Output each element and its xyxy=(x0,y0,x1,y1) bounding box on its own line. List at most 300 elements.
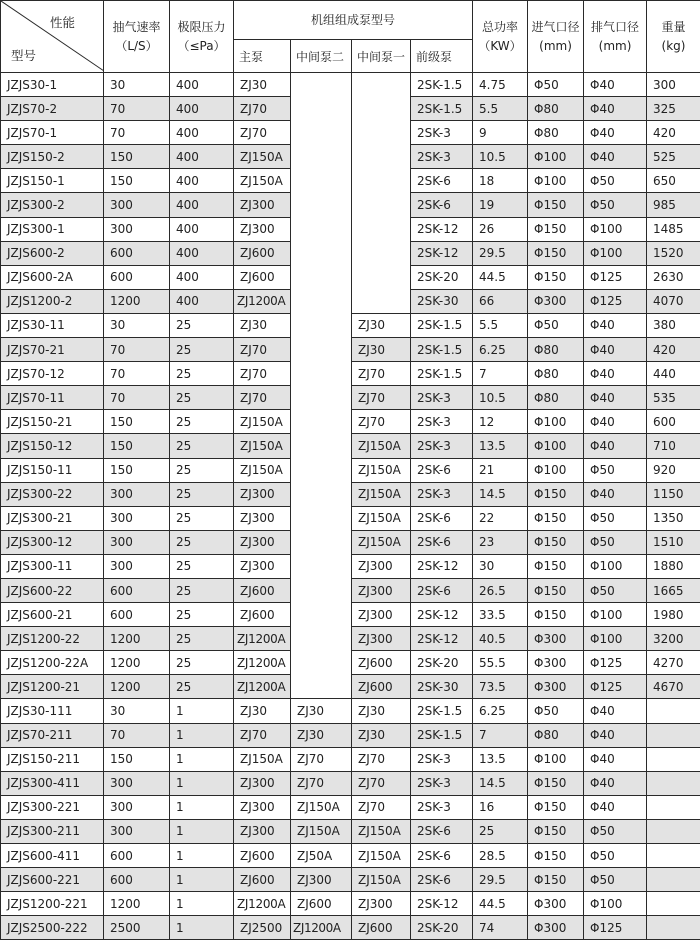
model-cell: JZJS70-12 xyxy=(1,362,104,386)
pressure-cell: 1 xyxy=(170,916,234,940)
model-cell: JZJS300-22 xyxy=(1,482,104,506)
model-cell: JZJS300-12 xyxy=(1,530,104,554)
backing-pump-cell: 2SK-12 xyxy=(411,627,473,651)
inlet-cell: Φ150 xyxy=(528,795,584,819)
inlet-cell: Φ150 xyxy=(528,578,584,602)
weight-header: 重量 (kg) xyxy=(647,1,700,73)
model-cell: JZJS70-21 xyxy=(1,338,104,362)
model-cell: JZJS600-22 xyxy=(1,578,104,602)
power-cell: 44.5 xyxy=(473,892,528,916)
table-row xyxy=(1,73,700,97)
backing-pump-cell: 2SK-6 xyxy=(411,169,473,193)
weight-cell: 2630 xyxy=(647,265,700,289)
model-cell: JZJS150-11 xyxy=(1,458,104,482)
model-cell: JZJS600-2 xyxy=(1,241,104,265)
main-pump-cell: ZJ600 xyxy=(234,868,291,892)
intermediate-pump-2-cell: ZJ600 xyxy=(291,892,352,916)
inlet-cell: Φ80 xyxy=(528,97,584,121)
outlet-cell: Φ50 xyxy=(584,506,647,530)
weight-cell xyxy=(647,723,700,747)
pressure-cell: 400 xyxy=(170,169,234,193)
weight-cell xyxy=(647,747,700,771)
weight-cell xyxy=(647,844,700,868)
pressure-cell: 1 xyxy=(170,795,234,819)
power-cell: 10.5 xyxy=(473,386,528,410)
backing-pump-cell: 2SK-20 xyxy=(411,916,473,940)
inlet-cell: Φ150 xyxy=(528,241,584,265)
weight-cell: 420 xyxy=(647,121,700,145)
backing-pump-cell: 2SK-3 xyxy=(411,747,473,771)
power-cell: 25 xyxy=(473,819,528,843)
backing-pump-cell: 2SK-12 xyxy=(411,241,473,265)
main-pump-cell: ZJ70 xyxy=(234,723,291,747)
pressure-cell: 400 xyxy=(170,121,234,145)
speed-cell: 150 xyxy=(104,145,170,169)
backing-pump-cell: 2SK-1.5 xyxy=(411,338,473,362)
weight-cell: 420 xyxy=(647,338,700,362)
model-cell: JZJS1200-21 xyxy=(1,675,104,699)
speed-cell: 70 xyxy=(104,362,170,386)
main-pump-cell: ZJ300 xyxy=(234,506,291,530)
inlet-cell: Φ100 xyxy=(528,458,584,482)
corner-header-cell xyxy=(1,1,104,73)
outlet-cell: Φ40 xyxy=(584,795,647,819)
speed-cell: 300 xyxy=(104,771,170,795)
inlet-cell: Φ100 xyxy=(528,434,584,458)
pressure-cell: 400 xyxy=(170,241,234,265)
backing-pump-cell: 2SK-12 xyxy=(411,217,473,241)
outlet-cell: Φ50 xyxy=(584,819,647,843)
outlet-cell: Φ40 xyxy=(584,121,647,145)
intermediate-pump-1-cell: ZJ600 xyxy=(352,916,411,940)
speed-cell: 150 xyxy=(104,747,170,771)
main-pump-cell: ZJ1200A xyxy=(234,289,291,313)
weight-cell: 535 xyxy=(647,386,700,410)
intermediate-pump-1-cell: ZJ150A xyxy=(352,530,411,554)
model-cell: JZJS600-221 xyxy=(1,868,104,892)
model-cell: JZJS300-2 xyxy=(1,193,104,217)
power-cell: 16 xyxy=(473,795,528,819)
speed-cell: 70 xyxy=(104,121,170,145)
outlet-cell: Φ40 xyxy=(584,362,647,386)
weight-cell: 325 xyxy=(647,97,700,121)
model-cell: JZJS1200-22A xyxy=(1,651,104,675)
power-header: 总功率 （KW） xyxy=(473,1,528,73)
intermediate-pump-1-cell: ZJ150A xyxy=(352,458,411,482)
speed-cell: 300 xyxy=(104,482,170,506)
speed-cell: 70 xyxy=(104,97,170,121)
power-cell: 55.5 xyxy=(473,651,528,675)
table-row xyxy=(1,723,700,747)
power-cell: 23 xyxy=(473,530,528,554)
inlet-cell: Φ150 xyxy=(528,819,584,843)
power-cell: 26 xyxy=(473,217,528,241)
intermediate-pump-1-cell: ZJ600 xyxy=(352,651,411,675)
power-cell: 29.5 xyxy=(473,241,528,265)
main-pump-cell: ZJ70 xyxy=(234,362,291,386)
outlet-cell: Φ40 xyxy=(584,771,647,795)
weight-cell: 600 xyxy=(647,410,700,434)
inlet-cell: Φ150 xyxy=(528,771,584,795)
main-pump-cell: ZJ70 xyxy=(234,97,291,121)
model-cell: JZJS150-211 xyxy=(1,747,104,771)
intermediate-pump-2-cell: ZJ50A xyxy=(291,844,352,868)
main-pump-header: 主泵 xyxy=(234,40,291,73)
outlet-cell: Φ50 xyxy=(584,530,647,554)
main-pump-cell: ZJ150A xyxy=(234,169,291,193)
inlet-cell: Φ80 xyxy=(528,723,584,747)
outlet-cell: Φ40 xyxy=(584,482,647,506)
intermediate-pump-1-cell: ZJ70 xyxy=(352,771,411,795)
outlet-cell: Φ100 xyxy=(584,627,647,651)
outlet-cell: Φ40 xyxy=(584,313,647,337)
weight-cell: 525 xyxy=(647,145,700,169)
model-cell: JZJS600-21 xyxy=(1,603,104,627)
power-cell: 30 xyxy=(473,554,528,578)
main-pump-cell: ZJ30 xyxy=(234,73,291,97)
main-pump-cell: ZJ1200A xyxy=(234,651,291,675)
weight-cell: 1150 xyxy=(647,482,700,506)
pressure-cell: 400 xyxy=(170,97,234,121)
intermediate-pump-1-cell: ZJ150A xyxy=(352,506,411,530)
intermediate-pump-1-cell: ZJ150A xyxy=(352,819,411,843)
outlet-cell: Φ40 xyxy=(584,747,647,771)
pressure-cell: 25 xyxy=(170,603,234,627)
model-cell: JZJS150-12 xyxy=(1,434,104,458)
table-row xyxy=(1,771,700,795)
outlet-cell: Φ40 xyxy=(584,410,647,434)
model-cell: JZJS300-21 xyxy=(1,506,104,530)
intermediate-pump-1-cell: ZJ150A xyxy=(352,482,411,506)
power-cell: 19 xyxy=(473,193,528,217)
header-row xyxy=(1,1,700,40)
speed-cell: 1200 xyxy=(104,289,170,313)
power-cell: 73.5 xyxy=(473,675,528,699)
main-pump-cell: ZJ300 xyxy=(234,819,291,843)
outlet-cell: Φ40 xyxy=(584,699,647,723)
intermediate-pump-2-cell: ZJ150A xyxy=(291,795,352,819)
intermediate-pump-1-cell: ZJ30 xyxy=(352,313,411,337)
intermediate-pump-2-cell: ZJ300 xyxy=(291,868,352,892)
weight-cell xyxy=(647,795,700,819)
intermediate-pump-1-cell: ZJ300 xyxy=(352,603,411,627)
power-cell: 7 xyxy=(473,362,528,386)
power-cell: 29.5 xyxy=(473,868,528,892)
pressure-cell: 25 xyxy=(170,386,234,410)
weight-cell: 1510 xyxy=(647,530,700,554)
intermediate-pump-2-cell: ZJ1200A xyxy=(291,916,352,940)
weight-cell: 1880 xyxy=(647,554,700,578)
weight-cell: 440 xyxy=(647,362,700,386)
main-pump-cell: ZJ150A xyxy=(234,747,291,771)
intermediate-pump-1-cell: ZJ30 xyxy=(352,338,411,362)
speed-cell: 600 xyxy=(104,578,170,602)
pressure-cell: 25 xyxy=(170,675,234,699)
pressure-cell: 400 xyxy=(170,145,234,169)
speed-cell: 300 xyxy=(104,819,170,843)
speed-cell: 600 xyxy=(104,603,170,627)
outlet-cell: Φ50 xyxy=(584,458,647,482)
power-cell: 6.25 xyxy=(473,699,528,723)
backing-pump-cell: 2SK-1.5 xyxy=(411,313,473,337)
outlet-cell: Φ125 xyxy=(584,265,647,289)
pressure-cell: 400 xyxy=(170,193,234,217)
power-cell: 9 xyxy=(473,121,528,145)
table-row xyxy=(1,844,700,868)
outlet-cell: Φ50 xyxy=(584,578,647,602)
model-cell: JZJS70-2 xyxy=(1,97,104,121)
power-cell: 14.5 xyxy=(473,771,528,795)
intermediate-pump-1-cell: ZJ300 xyxy=(352,892,411,916)
power-cell: 66 xyxy=(473,289,528,313)
weight-cell: 920 xyxy=(647,458,700,482)
backing-pump-cell: 2SK-6 xyxy=(411,868,473,892)
weight-cell: 1665 xyxy=(647,578,700,602)
inlet-cell: Φ150 xyxy=(528,844,584,868)
inlet-cell: Φ150 xyxy=(528,554,584,578)
speed-cell: 600 xyxy=(104,844,170,868)
pressure-cell: 1 xyxy=(170,892,234,916)
backing-pump-cell: 2SK-3 xyxy=(411,771,473,795)
speed-cell: 600 xyxy=(104,868,170,892)
pressure-cell: 25 xyxy=(170,434,234,458)
outlet-cell: Φ50 xyxy=(584,868,647,892)
speed-cell: 300 xyxy=(104,554,170,578)
inlet-cell: Φ150 xyxy=(528,603,584,627)
backing-pump-cell: 2SK-12 xyxy=(411,892,473,916)
outlet-cell: Φ100 xyxy=(584,217,647,241)
weight-cell xyxy=(647,868,700,892)
table-row xyxy=(1,916,700,940)
outlet-cell: Φ40 xyxy=(584,434,647,458)
table-body xyxy=(1,73,700,940)
weight-cell: 1485 xyxy=(647,217,700,241)
pressure-cell: 25 xyxy=(170,313,234,337)
pressure-cell: 25 xyxy=(170,530,234,554)
speed-cell: 300 xyxy=(104,530,170,554)
intermediate-pump-2-cell: ZJ30 xyxy=(291,699,352,723)
table-row xyxy=(1,795,700,819)
inlet-cell: Φ300 xyxy=(528,651,584,675)
table-row xyxy=(1,699,700,723)
speed-cell: 150 xyxy=(104,169,170,193)
speed-cell: 300 xyxy=(104,217,170,241)
power-cell: 26.5 xyxy=(473,578,528,602)
main-pump-cell: ZJ300 xyxy=(234,771,291,795)
backing-pump-cell: 2SK-20 xyxy=(411,265,473,289)
inlet-cell: Φ150 xyxy=(528,482,584,506)
inlet-cell: Φ80 xyxy=(528,338,584,362)
pressure-cell: 25 xyxy=(170,362,234,386)
intermediate-pump-2-header: 中间泵二 xyxy=(291,40,352,73)
outlet-cell: Φ125 xyxy=(584,289,647,313)
intermediate-pump-2-cell: ZJ70 xyxy=(291,747,352,771)
inlet-cell: Φ150 xyxy=(528,193,584,217)
backing-pump-cell: 2SK-6 xyxy=(411,530,473,554)
model-cell: JZJS70-211 xyxy=(1,723,104,747)
model-cell: JZJS30-111 xyxy=(1,699,104,723)
inlet-cell: Φ100 xyxy=(528,145,584,169)
inlet-cell: Φ300 xyxy=(528,916,584,940)
main-pump-cell: ZJ30 xyxy=(234,313,291,337)
weight-cell: 710 xyxy=(647,434,700,458)
main-pump-cell: ZJ70 xyxy=(234,338,291,362)
inlet-cell: Φ100 xyxy=(528,410,584,434)
power-cell: 12 xyxy=(473,410,528,434)
power-cell: 40.5 xyxy=(473,627,528,651)
backing-pump-cell: 2SK-12 xyxy=(411,603,473,627)
pressure-cell: 25 xyxy=(170,458,234,482)
backing-pump-cell: 2SK-3 xyxy=(411,434,473,458)
inlet-cell: Φ300 xyxy=(528,627,584,651)
main-pump-cell: ZJ300 xyxy=(234,482,291,506)
outlet-cell: Φ100 xyxy=(584,241,647,265)
speed-header: 抽气速率 （L/S） xyxy=(104,1,170,73)
inlet-cell: Φ50 xyxy=(528,699,584,723)
backing-pump-header: 前级泵 xyxy=(411,40,473,73)
main-pump-cell: ZJ600 xyxy=(234,603,291,627)
main-pump-cell: ZJ600 xyxy=(234,265,291,289)
main-pump-cell: ZJ30 xyxy=(234,699,291,723)
speed-cell: 150 xyxy=(104,434,170,458)
speed-cell: 1200 xyxy=(104,627,170,651)
backing-pump-cell: 2SK-1.5 xyxy=(411,97,473,121)
intermediate-pump-2-cell: ZJ150A xyxy=(291,819,352,843)
outlet-cell: Φ40 xyxy=(584,145,647,169)
pressure-cell: 25 xyxy=(170,410,234,434)
intermediate-pump-1-cell: ZJ150A xyxy=(352,868,411,892)
power-cell: 28.5 xyxy=(473,844,528,868)
inlet-cell: Φ300 xyxy=(528,675,584,699)
speed-cell: 1200 xyxy=(104,892,170,916)
backing-pump-cell: 2SK-1.5 xyxy=(411,723,473,747)
intermediate-pump-1-cell: ZJ30 xyxy=(352,699,411,723)
outlet-cell: Φ40 xyxy=(584,73,647,97)
model-cell: JZJS300-211 xyxy=(1,819,104,843)
main-pump-cell: ZJ70 xyxy=(234,121,291,145)
main-pump-cell: ZJ300 xyxy=(234,193,291,217)
intermediate-pump-1-cell: ZJ600 xyxy=(352,675,411,699)
main-pump-cell: ZJ150A xyxy=(234,145,291,169)
model-cell: JZJS1200-221 xyxy=(1,892,104,916)
outlet-cell: Φ125 xyxy=(584,651,647,675)
model-cell: JZJS150-1 xyxy=(1,169,104,193)
pressure-cell: 400 xyxy=(170,73,234,97)
model-cell: JZJS300-11 xyxy=(1,554,104,578)
speed-cell: 30 xyxy=(104,699,170,723)
model-cell: JZJS70-1 xyxy=(1,121,104,145)
speed-cell: 600 xyxy=(104,265,170,289)
outlet-cell: Φ125 xyxy=(584,916,647,940)
pressure-cell: 25 xyxy=(170,482,234,506)
pressure-cell: 25 xyxy=(170,554,234,578)
intermediate-pump-1-cell: ZJ70 xyxy=(352,362,411,386)
intermediate-pump-2-cell: ZJ70 xyxy=(291,771,352,795)
corner-performance-label: 性能 xyxy=(50,13,75,31)
power-cell: 5.5 xyxy=(473,97,528,121)
table-row xyxy=(1,868,700,892)
backing-pump-cell: 2SK-20 xyxy=(411,651,473,675)
backing-pump-cell: 2SK-1.5 xyxy=(411,699,473,723)
outlet-cell: Φ50 xyxy=(584,844,647,868)
speed-cell: 600 xyxy=(104,241,170,265)
pressure-cell: 400 xyxy=(170,265,234,289)
backing-pump-cell: 2SK-1.5 xyxy=(411,362,473,386)
outlet-cell: Φ40 xyxy=(584,386,647,410)
pressure-cell: 1 xyxy=(170,747,234,771)
speed-cell: 300 xyxy=(104,506,170,530)
model-cell: JZJS600-2A xyxy=(1,265,104,289)
outlet-cell: Φ50 xyxy=(584,193,647,217)
outlet-cell: Φ100 xyxy=(584,603,647,627)
outlet-cell: Φ125 xyxy=(584,675,647,699)
intermediate-pump-2-cell: ZJ30 xyxy=(291,723,352,747)
intermediate-pump-1-cell: ZJ70 xyxy=(352,410,411,434)
power-cell: 5.5 xyxy=(473,313,528,337)
power-cell: 13.5 xyxy=(473,747,528,771)
inlet-cell: Φ150 xyxy=(528,506,584,530)
intermediate-pump-1-cell: ZJ70 xyxy=(352,386,411,410)
intermediate-pump-1-cell: ZJ70 xyxy=(352,747,411,771)
power-cell: 74 xyxy=(473,916,528,940)
intermediate-pump-1-cell: ZJ150A xyxy=(352,434,411,458)
power-cell: 4.75 xyxy=(473,73,528,97)
intermediate-pump-1-cell: ZJ70 xyxy=(352,795,411,819)
inlet-cell: Φ50 xyxy=(528,313,584,337)
power-cell: 22 xyxy=(473,506,528,530)
power-cell: 13.5 xyxy=(473,434,528,458)
intermediate-pump-1-header: 中间泵一 xyxy=(352,40,411,73)
pressure-cell: 1 xyxy=(170,771,234,795)
model-cell: JZJS300-411 xyxy=(1,771,104,795)
main-pump-cell: ZJ300 xyxy=(234,554,291,578)
weight-cell xyxy=(647,892,700,916)
pressure-cell: 1 xyxy=(170,723,234,747)
weight-cell: 3200 xyxy=(647,627,700,651)
speed-cell: 300 xyxy=(104,193,170,217)
main-pump-cell: ZJ300 xyxy=(234,217,291,241)
outlet-cell: Φ40 xyxy=(584,723,647,747)
main-pump-cell: ZJ1200A xyxy=(234,675,291,699)
backing-pump-cell: 2SK-6 xyxy=(411,819,473,843)
main-pump-cell: ZJ300 xyxy=(234,795,291,819)
power-cell: 10.5 xyxy=(473,145,528,169)
backing-pump-cell: 2SK-1.5 xyxy=(411,73,473,97)
weight-cell: 1350 xyxy=(647,506,700,530)
speed-cell: 1200 xyxy=(104,675,170,699)
inlet-header: 进气口径 (mm) xyxy=(528,1,584,73)
weight-cell: 1520 xyxy=(647,241,700,265)
backing-pump-cell: 2SK-12 xyxy=(411,554,473,578)
weight-cell xyxy=(647,916,700,940)
backing-pump-cell: 2SK-3 xyxy=(411,386,473,410)
inlet-cell: Φ300 xyxy=(528,289,584,313)
speed-cell: 150 xyxy=(104,458,170,482)
main-pump-cell: ZJ300 xyxy=(234,530,291,554)
pressure-cell: 1 xyxy=(170,699,234,723)
intermediate-pump-1-cell: ZJ150A xyxy=(352,844,411,868)
inlet-cell: Φ150 xyxy=(528,217,584,241)
power-cell: 33.5 xyxy=(473,603,528,627)
model-cell: JZJS1200-22 xyxy=(1,627,104,651)
main-pump-cell: ZJ600 xyxy=(234,578,291,602)
model-cell: JZJS70-11 xyxy=(1,386,104,410)
backing-pump-cell: 2SK-6 xyxy=(411,844,473,868)
inlet-cell: Φ150 xyxy=(528,530,584,554)
intermediate-pump-1-cell: ZJ300 xyxy=(352,554,411,578)
speed-cell: 70 xyxy=(104,338,170,362)
power-cell: 6.25 xyxy=(473,338,528,362)
